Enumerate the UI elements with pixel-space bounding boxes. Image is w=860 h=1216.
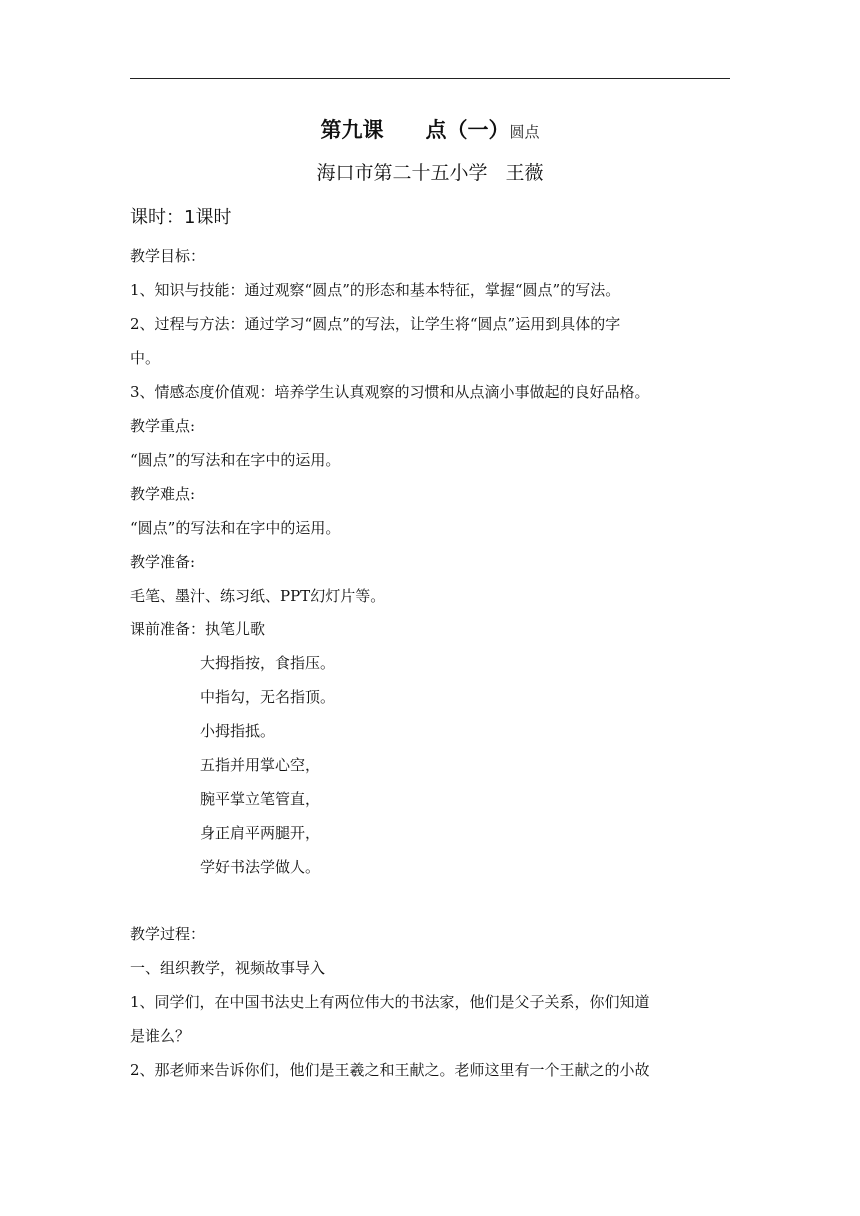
rhyme-line: 五指并用掌心空， — [200, 756, 321, 774]
lesson-title — [130, 114, 730, 144]
preparation-text: 毛笔、墨汁、练习纸、PPT幻灯片等。 — [130, 587, 386, 605]
process-item-1: 1、同学们，在中国书法史上有两位伟大的书法家，他们是父子关系，你们知道 — [130, 993, 650, 1011]
goals-heading: 教学目标： — [130, 247, 206, 265]
pre-class-heading: 课前准备：执笔儿歌 — [130, 620, 266, 638]
process-heading: 教学过程： — [130, 925, 206, 943]
rhyme-line: 中指勾，无名指顶。 — [200, 688, 336, 706]
key-points-text: “圆点”的写法和在字中的运用。 — [130, 451, 341, 469]
process-item-2: 2、那老师来告诉你们，他们是王羲之和王献之。老师这里有一个王献之的小故 — [130, 1061, 650, 1079]
rhyme-line: 小拇指抵。 — [200, 722, 276, 740]
rhyme-line: 大拇指按，食指压。 — [200, 654, 336, 672]
lesson-title-main: 第九课 点（一） — [320, 118, 510, 142]
difficulty-text: “圆点”的写法和在字中的运用。 — [130, 519, 341, 537]
process-section-1: 一、组织教学，视频故事导入 — [130, 959, 326, 977]
lesson-title-sub: 圆点 — [509, 123, 540, 141]
author-line — [130, 158, 730, 185]
key-points-heading: 教学重点: — [130, 417, 196, 435]
goal-item-2: 2、过程与方法：通过学习“圆点”的写法，让学生将“圆点”运用到具体的字 — [130, 315, 621, 333]
difficulty-heading: 教学难点: — [130, 485, 196, 503]
rhyme-line: 学好书法学做人。 — [200, 858, 321, 876]
lesson-hours: 课时：1课时 — [130, 207, 232, 228]
goal-item-3: 3、情感态度价值观：培养学生认真观察的习惯和从点滴小事做起的良好品格。 — [130, 383, 650, 401]
goal-item-2-continued: 中。 — [130, 349, 161, 367]
rhyme-line: 腕平掌立笔管直， — [200, 790, 321, 808]
preparation-heading: 教学准备: — [130, 553, 196, 571]
author-name: 王薇 — [505, 162, 544, 184]
goal-item-1: 1、知识与技能：通过观察“圆点”的形态和基本特征，掌握“圆点”的写法。 — [130, 281, 621, 299]
school-name: 海口市第二十五小学 — [316, 162, 488, 184]
process-item-1-continued: 是谁么？ — [130, 1027, 191, 1045]
header-rule — [130, 78, 730, 79]
rhyme-line: 身正肩平两腿开， — [200, 824, 321, 842]
